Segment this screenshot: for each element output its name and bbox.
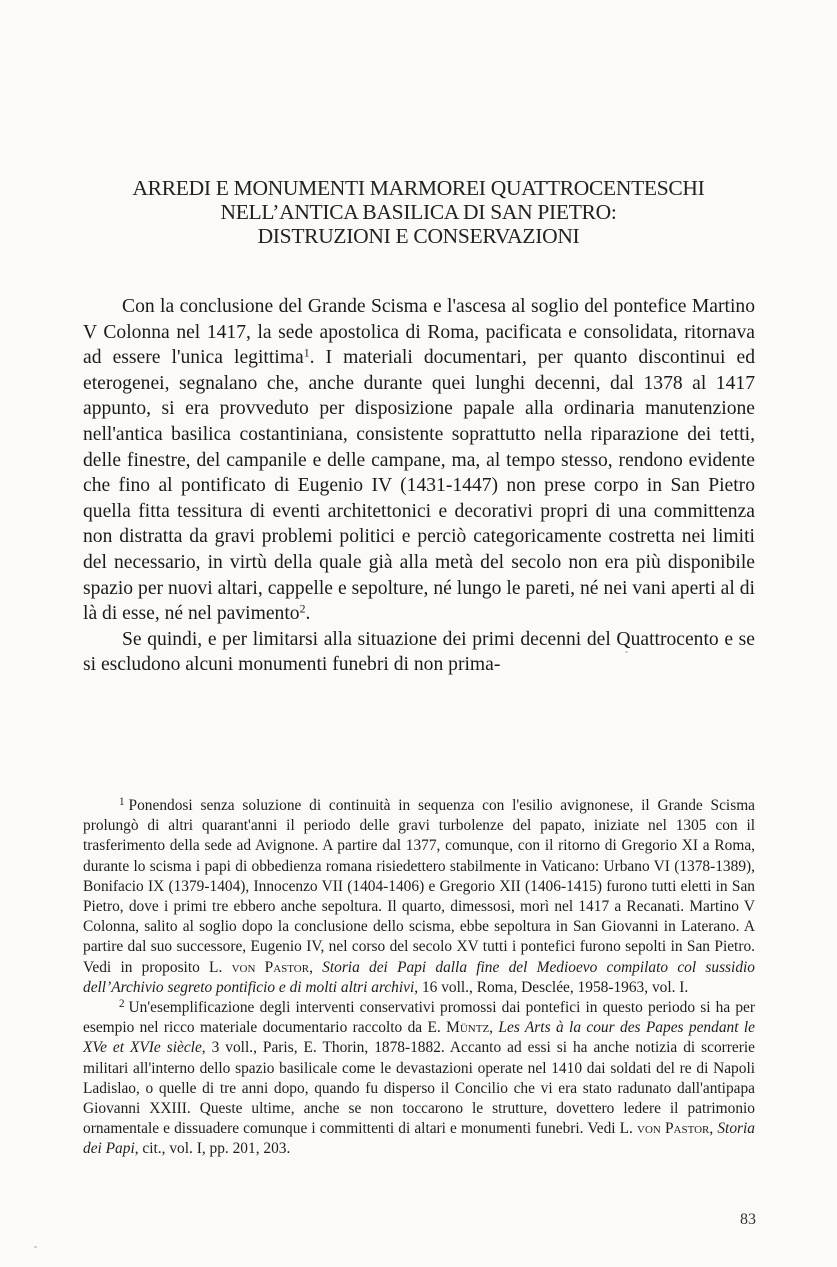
footnote-2-text-a: Un'esemplificazione degli interventi conservativi promossi dai pontefici in questo periodo si ha per esempio nel ricco materiale documentario raccolto da E. bbox=[83, 999, 755, 1037]
paragraph-1-text-b: . I materiali documentari, per quanto discontinui ed eterogenei, segnalano che, anche durante quei lunghi decenni, dal 1378 al 1417 appunto, si era provveduto per disposizione papale alla ordinaria manutenzione nell'antica basilica costantiniana, consistente soprattutto nella riparazione dei tetti, delle finestre, del campanile e delle campane, ma, al tempo stesso, rendono evidente che fino al pontificato di Eugenio IV (1431-1447) non prese corpo in San Pietro quella fitta tessitura di eventi architettonici e decorativi propri di una committenza non distratta da gravi problemi politici e perciò categoricamente costretta nei limiti del necessario, in virtù della quale già alla metà del secolo non era più disponibile spazio per nuovi altari, cappelle e sepolture, né lungo le pareti, né nei vani aperti al di là di esse, né nel pavimento bbox=[83, 347, 756, 625]
paragraph-1-text-a: Con la conclusione del Grande Scisma e l'ascesa al soglio del pontefice Martino V Colonna nel 1417, la sede apostolica di Roma, pacificata e consolidata, ritornava ad essere l'unica legittima bbox=[83, 296, 755, 369]
page-number: 83 bbox=[740, 1211, 756, 1228]
print-speck bbox=[34, 1246, 37, 1248]
footnote-2-text-b: , 3 voll., Paris, E. Thorin, 1878-1882. Accanto ad essi si ha anche notizia di scorrerie militari all'interno dello spazio basilicale come le devastazioni operate nel 1410 dai soldati del re di Napoli Ladislao, o quelle di tre anni dopo, quando fu disperso il Concilio che vi era stato radunato dall'antipapa Giovanni XXIII. Queste ultime, anche se non toccarono le strutture, dovettero ledere il patrimonio ornamentale e dissuadere comunque i committenti di altari e monumenti funebri. Vedi L. bbox=[83, 1039, 755, 1138]
title-line-2: NELL’ANTICA BASILICA DI SAN PIETRO: bbox=[220, 200, 617, 224]
footnote-2 bbox=[83, 998, 755, 1160]
footnote-2-sep-1: , bbox=[489, 1019, 499, 1037]
chapter-title bbox=[60, 176, 777, 248]
title-line-1: ARREDI E MONUMENTI MARMOREI QUATTROCENTESCHI bbox=[132, 176, 705, 200]
main-text bbox=[83, 294, 755, 678]
print-speck bbox=[625, 651, 628, 653]
paragraph-1-text-c: . bbox=[305, 603, 311, 625]
footnote-2-author-1: Müntz bbox=[446, 1019, 490, 1037]
footnote-2-sep-2: , bbox=[709, 1120, 718, 1138]
footnote-1-work: Storia dei Papi dalla fine del Medioevo compilato col sussidio dell’Archivio segreto pontificio e di molti altri archivi bbox=[83, 958, 755, 996]
footnote-1-text-b: , 16 voll., Roma, Desclée, 1958-1963, vol. I. bbox=[414, 978, 689, 996]
footnote-2-number: 2 bbox=[119, 998, 125, 1011]
paragraph-2: Se quindi, e per limitarsi alla situazione dei primi decenni del Quattrocento e se si escludono alcuni monumenti funebri di non prima- bbox=[83, 628, 755, 676]
footnote-1-number: 1 bbox=[119, 796, 125, 809]
footnote-2-text-c: , cit., vol. I, pp. 201, 203. bbox=[134, 1140, 291, 1158]
paragraph-1 bbox=[83, 294, 755, 627]
title-line-3: DISTRUZIONI E CONSERVAZIONI bbox=[257, 224, 580, 248]
footnote-1-author: von Pastor bbox=[231, 958, 310, 976]
footnote-ref-2[interactable]: 2 bbox=[299, 602, 306, 616]
footnote-1-sep: , bbox=[309, 958, 323, 976]
footnote-2-work-1: Les Arts à la cour des Papes pendant le XVe et XVIe siècle bbox=[83, 1019, 755, 1057]
footnote-2-author-2: von Pastor bbox=[637, 1120, 710, 1138]
footnote-ref-1[interactable]: 1 bbox=[303, 346, 310, 360]
footnotes bbox=[83, 796, 755, 1160]
footnote-2-work-2: Storia dei Papi bbox=[83, 1120, 755, 1158]
footnote-1 bbox=[83, 796, 755, 998]
footnote-1-text-a: Ponendosi senza soluzione di continuità in sequenza con l'esilio avignonese, il Grande Scisma prolungò di altri quarant'anni il periodo delle gravi turbolenze del papato, iniziate nel 1305 con il trasferimento della sede ad Avignone. A partire dal 1377, comunque, con il ritorno di Gregorio XI a Roma, durante lo scisma i papi di obbedienza romana risiedettero stabilmente in Vaticano: Urbano VI (1378-1389), Bonifacio IX (1379-1404), Innocenzo VII (1404-1406) e Gregorio XII (1406-1415) furono tutti eletti in San Pietro, dove i primi tre ebbero anche sepoltura. Il quarto, dimessosi, morì nel 1417 a Recanati. Martino V Colonna, salito al soglio dopo la conclusione dello scisma, ebbe sepoltura in San Giovanni in Laterano. A partire dal suo successore, Eugenio IV, nel corso del secolo XV tutti i pontefici furono sepolti in San Pietro. Vedi in proposito L. bbox=[83, 797, 755, 976]
